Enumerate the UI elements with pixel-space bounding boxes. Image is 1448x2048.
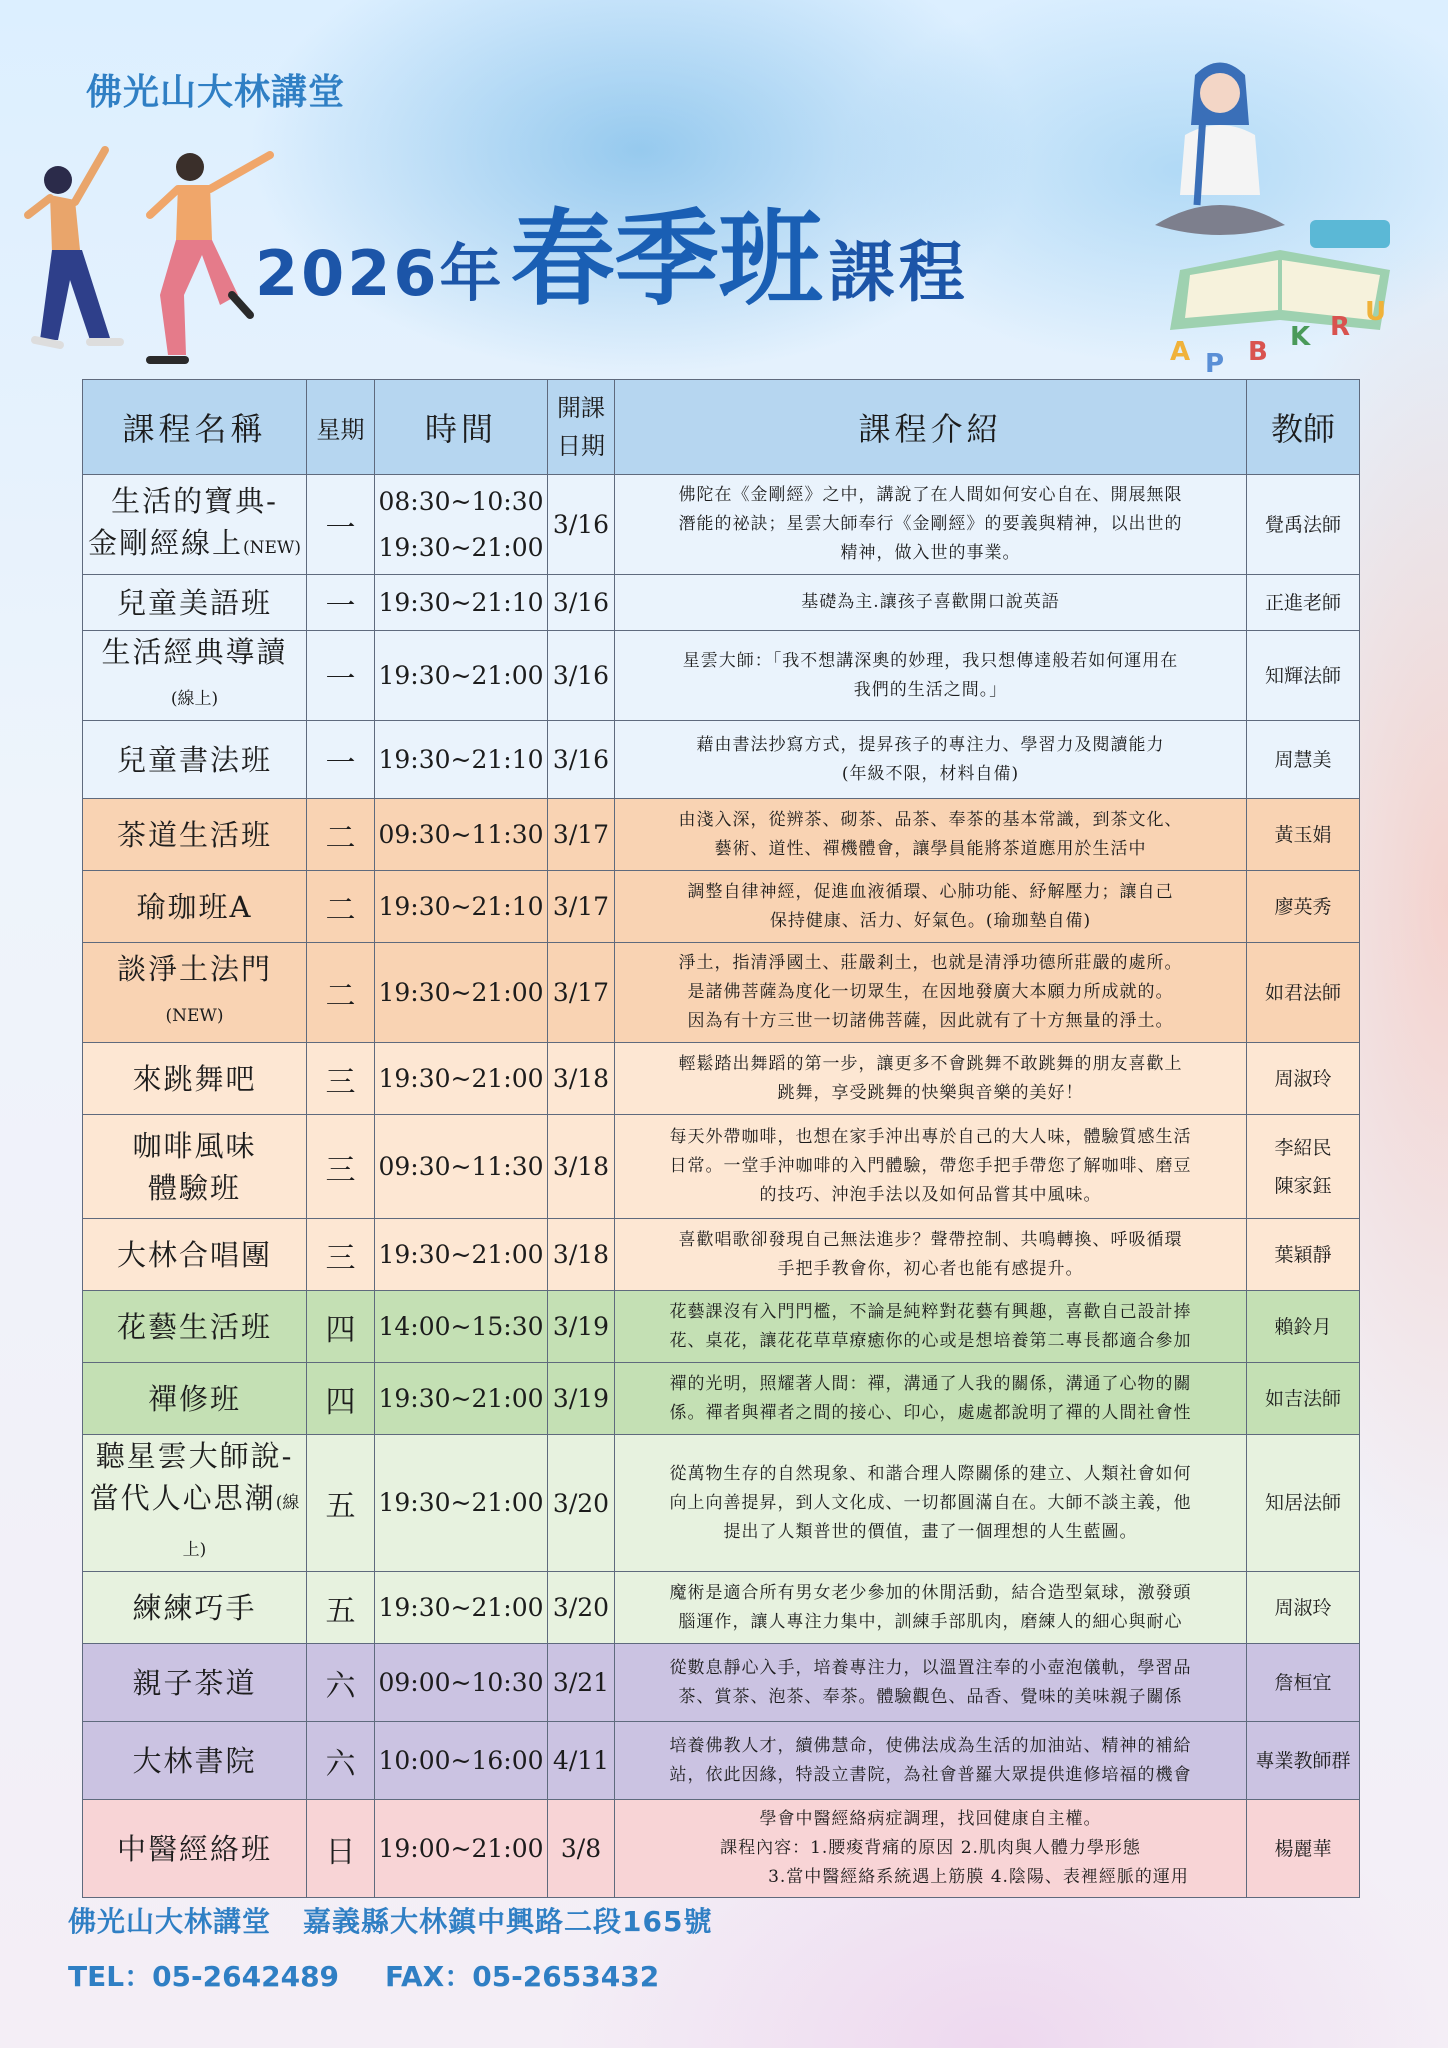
svg-text:K: K bbox=[1290, 322, 1311, 352]
text-line: 一 bbox=[325, 661, 356, 697]
course-name bbox=[83, 631, 307, 721]
weekday bbox=[307, 1115, 375, 1219]
weekday bbox=[307, 943, 375, 1043]
text-line: 黃玉娟 bbox=[1274, 823, 1332, 846]
start-date bbox=[548, 1363, 615, 1435]
table-row bbox=[83, 1291, 1360, 1363]
course-name bbox=[83, 1435, 307, 1572]
course-name bbox=[83, 1722, 307, 1800]
text-line: 花藝生活班 bbox=[116, 1309, 272, 1344]
text-line: (線上) bbox=[170, 689, 219, 709]
text-line: 大林合唱團 bbox=[116, 1237, 272, 1272]
header-description: 課程介紹 bbox=[615, 380, 1247, 475]
text-line: (年級不限，材料自備) bbox=[841, 763, 1020, 784]
start-date bbox=[548, 1115, 615, 1219]
header-time: 時間 bbox=[375, 380, 548, 475]
course-name bbox=[83, 1291, 307, 1363]
teacher-name bbox=[1247, 1115, 1360, 1219]
weekday bbox=[307, 721, 375, 799]
text-line: 學會中醫經絡病症調理，找回健康自主權。 bbox=[759, 1809, 1102, 1829]
text-line: 我們的生活之間。」 bbox=[853, 679, 1008, 700]
text-line: 日 bbox=[325, 1834, 356, 1870]
text-line: 19:30~21:00 bbox=[378, 977, 544, 1007]
course-name bbox=[83, 1219, 307, 1291]
time-range bbox=[375, 1800, 548, 1898]
time-range bbox=[375, 631, 548, 721]
course-description bbox=[615, 799, 1247, 871]
text-line: 腦運作，讓人專注力集中，訓練手部肌肉，磨練人的細心與耐心 bbox=[678, 1611, 1183, 1632]
text-line: 生活的寶典- bbox=[111, 484, 278, 518]
text-line: 日常。一堂手沖咖啡的入門體驗，帶您手把手帶您了解咖啡、磨豆 bbox=[669, 1156, 1192, 1176]
text-line: 19:30~21:00 bbox=[378, 1488, 544, 1517]
table-row bbox=[83, 1435, 1360, 1572]
course-description bbox=[615, 1800, 1247, 1898]
start-date bbox=[548, 721, 615, 799]
text-line: 來跳舞吧 bbox=[132, 1061, 257, 1096]
text-line: 10:00~16:00 bbox=[378, 1745, 544, 1775]
teacher-name bbox=[1247, 1219, 1360, 1291]
course-description bbox=[615, 1115, 1247, 1219]
table-row bbox=[83, 1115, 1360, 1219]
text-line: 19:30~21:00 bbox=[378, 1239, 544, 1269]
text-line: 09:30~11:30 bbox=[378, 1151, 544, 1181]
text-line: 潛能的祕訣；星雲大師奉行《金剛經》的要義與精神，以出世的 bbox=[678, 514, 1183, 534]
text-line: (NEW) bbox=[165, 1006, 224, 1026]
text-line: 09:00~10:30 bbox=[378, 1667, 544, 1697]
text-line: 詹桓宜 bbox=[1274, 1671, 1332, 1694]
text-line: 培養佛教人才，續佛慧命，使佛法成為生活的加油站、精神的補給 bbox=[669, 1735, 1192, 1756]
title-course: 課程 bbox=[828, 234, 969, 311]
weekday bbox=[307, 1644, 375, 1722]
text-line: 大林書院 bbox=[132, 1743, 257, 1778]
course-name bbox=[83, 1363, 307, 1435]
course-name bbox=[83, 871, 307, 943]
teacher-name bbox=[1247, 1291, 1360, 1363]
teacher-name bbox=[1247, 1644, 1360, 1722]
weekday bbox=[307, 799, 375, 871]
text-line: 陳家鈺 bbox=[1274, 1174, 1332, 1197]
text-line: 19:30~21:10 bbox=[378, 744, 544, 774]
time-range bbox=[375, 1363, 548, 1435]
dancer-illustration bbox=[20, 140, 150, 360]
course-name bbox=[83, 575, 307, 631]
start-date bbox=[548, 871, 615, 943]
teacher-name bbox=[1247, 575, 1360, 631]
course-description bbox=[615, 943, 1247, 1043]
text-line: 生活經典導讀 bbox=[101, 635, 288, 669]
text-line: 19:30~21:00 bbox=[378, 1063, 544, 1093]
text-line: (線上) bbox=[182, 1493, 300, 1560]
svg-text:R: R bbox=[1330, 312, 1351, 342]
text-line: 楊麗華 bbox=[1274, 1837, 1332, 1860]
text-line: 3/16 bbox=[552, 510, 610, 539]
text-line: 3/20 bbox=[552, 1488, 610, 1518]
start-date bbox=[548, 1572, 615, 1644]
text-line: 六 bbox=[325, 1746, 356, 1782]
text-line: 的技巧、沖泡手法以及如何品嘗其中風味。 bbox=[759, 1185, 1102, 1205]
text-line: 19:30~21:00 bbox=[378, 1383, 544, 1413]
start-date bbox=[548, 631, 615, 721]
text-line: 覺禹法師 bbox=[1264, 513, 1341, 536]
text-line: 葉穎靜 bbox=[1274, 1243, 1332, 1266]
weekday bbox=[307, 1291, 375, 1363]
text-line: 親子茶道 bbox=[132, 1665, 257, 1700]
weekday bbox=[307, 475, 375, 575]
text-line: 從萬物生存的自然現象、和諧合理人際關係的建立、人類社會如何 bbox=[669, 1463, 1192, 1484]
text-line: 19:30~21:10 bbox=[378, 587, 544, 617]
teacher-name bbox=[1247, 631, 1360, 721]
course-name bbox=[83, 1043, 307, 1115]
table-row bbox=[83, 871, 1360, 943]
text-line: 談淨土法門 bbox=[116, 952, 272, 986]
text-line: 如吉法師 bbox=[1264, 1387, 1341, 1410]
start-date bbox=[548, 1800, 615, 1898]
text-line: 茶、賞茶、泡茶、奉茶。體驗觀色、品香、覺味的美味親子關係 bbox=[678, 1686, 1183, 1707]
text-line: 3/21 bbox=[552, 1668, 610, 1697]
time-range bbox=[375, 1572, 548, 1644]
header-start-date: 開課 日期 bbox=[548, 380, 615, 475]
text-line: 保持健康、活力、好氣色。(瑜珈墊自備) bbox=[769, 910, 1092, 931]
course-description bbox=[615, 1291, 1247, 1363]
text-line: 3/19 bbox=[552, 1312, 610, 1341]
text-line: 周慧美 bbox=[1274, 748, 1332, 771]
footer-address: 嘉義縣大林鎮中興路二段165號 bbox=[303, 1905, 713, 1938]
table-row bbox=[83, 475, 1360, 575]
start-date bbox=[548, 1644, 615, 1722]
start-date bbox=[548, 943, 615, 1043]
text-line: 由淺入深，從辨茶、砌茶、品茶、奉茶的基本常識，到茶文化、 bbox=[678, 809, 1183, 830]
teacher-name bbox=[1247, 1572, 1360, 1644]
svg-text:B: B bbox=[1248, 337, 1268, 367]
text-line: 金剛經線上 bbox=[87, 526, 243, 560]
course-name bbox=[83, 1115, 307, 1219]
start-date bbox=[548, 1291, 615, 1363]
teacher-name bbox=[1247, 1800, 1360, 1898]
text-line: 花、桌花，讓花花草草療癒你的心或是想培養第二專長都適合參加 bbox=[669, 1330, 1192, 1351]
course-name bbox=[83, 799, 307, 871]
text-line: 向上向善提昇，到人文化成、一切都圓滿自在。大師不談主義，他 bbox=[669, 1492, 1192, 1513]
start-date bbox=[548, 1722, 615, 1800]
teacher-name bbox=[1247, 943, 1360, 1043]
text-line: 周淑玲 bbox=[1274, 1596, 1332, 1619]
course-description bbox=[615, 475, 1247, 575]
text-line: 19:00~21:00 bbox=[378, 1833, 544, 1863]
text-line: 禪修班 bbox=[147, 1381, 241, 1416]
weekday bbox=[307, 1043, 375, 1115]
text-line: 3/18 bbox=[552, 1064, 610, 1093]
text-line: 一 bbox=[325, 745, 356, 781]
text-line: 李紹民 bbox=[1274, 1136, 1332, 1159]
course-name bbox=[83, 1644, 307, 1722]
text-line: 4/11 bbox=[552, 1746, 610, 1775]
text-line: 藝術、道性、禪機體會，讓學員能將茶道應用於生活中 bbox=[714, 838, 1147, 859]
svg-text:P: P bbox=[1205, 349, 1225, 379]
table-row bbox=[83, 721, 1360, 799]
course-name bbox=[83, 721, 307, 799]
svg-text:U: U bbox=[1365, 297, 1387, 327]
text-line: 09:30~11:30 bbox=[378, 819, 544, 849]
text-line: 三 bbox=[325, 1152, 356, 1188]
text-line: 四 bbox=[325, 1384, 356, 1420]
table-row bbox=[83, 943, 1360, 1043]
weekday bbox=[307, 1363, 375, 1435]
text-line: 藉由書法抄寫方式，提昇孩子的專注力、學習力及閱讀能力 bbox=[696, 734, 1165, 755]
text-line: 五 bbox=[325, 1593, 356, 1629]
text-line: 一 bbox=[325, 588, 356, 624]
teacher-name bbox=[1247, 1043, 1360, 1115]
text-line: 淨土，指清淨國土、莊嚴剎土，也就是清淨功德所莊嚴的處所。 bbox=[678, 953, 1183, 973]
course-description bbox=[615, 721, 1247, 799]
teacher-name bbox=[1247, 721, 1360, 799]
teacher-name bbox=[1247, 799, 1360, 871]
text-line: 兒童美語班 bbox=[116, 585, 272, 620]
teacher-name bbox=[1247, 475, 1360, 575]
table-row bbox=[83, 1722, 1360, 1800]
course-description bbox=[615, 1043, 1247, 1115]
text-line: 當代人心思潮 bbox=[89, 1481, 276, 1515]
text-line: 賴鈴月 bbox=[1274, 1315, 1332, 1338]
start-date bbox=[548, 575, 615, 631]
start-date bbox=[548, 1043, 615, 1115]
text-line: 19:30~21:00 bbox=[378, 1592, 544, 1622]
text-line: 一 bbox=[325, 510, 356, 546]
time-range bbox=[375, 1435, 548, 1572]
text-line: 3/20 bbox=[552, 1593, 610, 1622]
course-description bbox=[615, 1435, 1247, 1572]
time-range bbox=[375, 575, 548, 631]
text-line: 3/18 bbox=[552, 1152, 610, 1181]
weekday bbox=[307, 1219, 375, 1291]
text-line: 提出了人類普世的價值，畫了一個理想的人生藍圖。 bbox=[723, 1521, 1138, 1542]
table-row bbox=[83, 1219, 1360, 1291]
course-description bbox=[615, 631, 1247, 721]
weekday bbox=[307, 1572, 375, 1644]
table-row bbox=[83, 1644, 1360, 1722]
course-description bbox=[615, 1572, 1247, 1644]
text-line: 手把手教會你，初心者也能有感提升。 bbox=[777, 1258, 1084, 1279]
text-line: 3/8 bbox=[560, 1834, 602, 1863]
text-line: 是諸佛菩薩為度化一切眾生，在因地發廣大本願力所成就的。 bbox=[687, 982, 1174, 1002]
teacher-name bbox=[1247, 1363, 1360, 1435]
text-line: 因為有十方三世一切諸佛菩薩，因此就有了十方無量的淨土。 bbox=[687, 1011, 1174, 1031]
weekday bbox=[307, 871, 375, 943]
table-row bbox=[83, 1800, 1360, 1898]
text-line: 3/18 bbox=[552, 1240, 610, 1269]
text-line: 19:30~21:10 bbox=[378, 891, 544, 921]
text-line: 三 bbox=[325, 1064, 356, 1100]
text-line: 知輝法師 bbox=[1264, 664, 1341, 687]
time-range bbox=[375, 871, 548, 943]
text-line: 14:00~15:30 bbox=[378, 1311, 544, 1341]
table-row bbox=[83, 1572, 1360, 1644]
text-line: 禪的光明，照耀著人間：禪，溝通了人我的關係，溝通了心物的關 bbox=[669, 1373, 1192, 1394]
text-line: 從數息靜心入手，培養專注力，以溫置注奉的小壺泡儀軌，學習品 bbox=[669, 1657, 1192, 1678]
header-weekday: 星期 bbox=[307, 380, 375, 475]
table-row bbox=[83, 631, 1360, 721]
course-name bbox=[83, 943, 307, 1043]
text-line: 花藝課沒有入門門檻，不論是純粹對花藝有興趣，喜歡自己設計捧 bbox=[669, 1301, 1192, 1322]
teacher-name bbox=[1247, 1435, 1360, 1572]
course-description bbox=[615, 1644, 1247, 1722]
text-line: 精神，做入世的事業。 bbox=[840, 543, 1021, 563]
text-line: 19:30~21:00 bbox=[378, 660, 544, 690]
text-line: 如君法師 bbox=[1264, 981, 1341, 1004]
table-row bbox=[83, 575, 1360, 631]
start-date bbox=[548, 1435, 615, 1572]
time-range bbox=[375, 1644, 548, 1722]
course-description bbox=[615, 1363, 1247, 1435]
start-date bbox=[548, 475, 615, 575]
text-line: 3/16 bbox=[552, 661, 610, 690]
text-line: 喜歡唱歌卻發現自己無法進步？聲帶控制、共鳴轉換、呼吸循環 bbox=[678, 1229, 1183, 1250]
time-range bbox=[375, 721, 548, 799]
text-line: 課程內容：1.腰痠背痛的原因 2.肌肉與人體力學形態 bbox=[720, 1838, 1141, 1858]
time-range bbox=[375, 943, 548, 1043]
weekday bbox=[307, 1800, 375, 1898]
text-line: 二 bbox=[325, 892, 356, 928]
weekday bbox=[307, 575, 375, 631]
text-line: 3/17 bbox=[552, 892, 610, 921]
text-line: 跳舞，享受跳舞的快樂與音樂的美好！ bbox=[777, 1082, 1084, 1103]
text-line: 練練巧手 bbox=[132, 1590, 257, 1625]
text-line: 3/17 bbox=[552, 820, 610, 849]
text-line: 輕鬆踏出舞蹈的第一步，讓更多不會跳舞不敢跳舞的朋友喜歡上 bbox=[678, 1053, 1183, 1074]
text-line: 二 bbox=[325, 978, 356, 1014]
header-course-name: 課程名稱 bbox=[83, 380, 307, 475]
title-year: 2026年 bbox=[255, 237, 505, 310]
footer-contact-line bbox=[68, 1955, 659, 1995]
header-teacher: 教師 bbox=[1247, 380, 1360, 475]
text-line: 3/16 bbox=[552, 745, 610, 774]
text-line: 3/17 bbox=[552, 978, 610, 1007]
course-description bbox=[615, 1722, 1247, 1800]
course-name bbox=[83, 475, 307, 575]
text-line: 知居法師 bbox=[1264, 1492, 1341, 1514]
text-line: 專業教師群 bbox=[1255, 1749, 1351, 1772]
text-line: 08:30~10:30 bbox=[378, 486, 544, 516]
text-line: 六 bbox=[325, 1668, 356, 1704]
text-line: (NEW) bbox=[242, 538, 302, 558]
course-description bbox=[615, 1219, 1247, 1291]
weekday bbox=[307, 1722, 375, 1800]
time-range bbox=[375, 1219, 548, 1291]
text-line: 廖英秀 bbox=[1274, 895, 1332, 918]
book-illustration bbox=[1160, 210, 1400, 380]
footer-tel: TEL：05-2642489 bbox=[68, 1960, 340, 1993]
table-row bbox=[83, 1363, 1360, 1435]
org-title: 佛光山大林講堂 bbox=[86, 72, 346, 113]
main-title bbox=[255, 175, 1155, 320]
weekday bbox=[307, 1435, 375, 1572]
teacher-name bbox=[1247, 1722, 1360, 1800]
text-line: 兒童書法班 bbox=[116, 742, 272, 777]
footer-address-line bbox=[68, 1900, 712, 1940]
text-line: 佛陀在《金剛經》之中，講說了在人間如何安心自在、開展無限 bbox=[678, 485, 1183, 505]
text-line: 咖啡風味 bbox=[132, 1128, 257, 1163]
footer-fax: FAX：05-2653432 bbox=[385, 1960, 660, 1993]
svg-text:A: A bbox=[1170, 337, 1191, 367]
weekday bbox=[307, 631, 375, 721]
text-line: 三 bbox=[325, 1240, 356, 1276]
text-line: 調整自律神經，促進血液循環、心肺功能、紓解壓力；讓自己 bbox=[687, 881, 1174, 902]
time-range bbox=[375, 1722, 548, 1800]
course-description bbox=[615, 871, 1247, 943]
course-name bbox=[83, 1572, 307, 1644]
text-line: 體驗班 bbox=[147, 1170, 241, 1205]
text-line: 周淑玲 bbox=[1274, 1067, 1332, 1090]
time-range bbox=[375, 1291, 548, 1363]
text-line: 19:30~21:00 bbox=[378, 532, 544, 562]
text-line: 星雲大師：「我不想講深奧的妙理，我只想傳達般若如何運用在 bbox=[682, 650, 1179, 671]
course-description bbox=[615, 575, 1247, 631]
text-line: 3/19 bbox=[552, 1384, 610, 1413]
text-line: 站，依此因緣，特設立書院，為社會普羅大眾提供進修培福的機會 bbox=[669, 1764, 1192, 1785]
time-range bbox=[375, 799, 548, 871]
text-line: 四 bbox=[325, 1312, 356, 1348]
table-row bbox=[83, 799, 1360, 871]
title-season: 春季班 bbox=[510, 198, 823, 320]
footer-org-name: 佛光山大林講堂 bbox=[68, 1905, 272, 1938]
text-line: 正進老師 bbox=[1264, 591, 1341, 614]
course-name bbox=[83, 1800, 307, 1898]
text-line: 3/16 bbox=[552, 588, 610, 617]
text-line: 3.當中醫經絡系統遇上筋膜 4.陰陽、表裡經脈的運用 bbox=[768, 1867, 1189, 1887]
text-line: 茶道生活班 bbox=[116, 817, 272, 852]
text-line: 係。禪者與禪者之間的接心、印心，處處都說明了禪的人間社會性 bbox=[669, 1402, 1192, 1423]
text-line: 五 bbox=[325, 1489, 356, 1524]
time-range bbox=[375, 475, 548, 575]
text-line: 魔術是適合所有男女老少參加的休閒活動，結合造型氣球，激發頭 bbox=[669, 1582, 1192, 1603]
text-line: 聽星雲大師說- bbox=[95, 1439, 294, 1473]
time-range bbox=[375, 1115, 548, 1219]
teacher-name bbox=[1247, 871, 1360, 943]
table-row bbox=[83, 1043, 1360, 1115]
text-line: 瑜珈班A bbox=[136, 889, 253, 924]
text-line: 二 bbox=[325, 820, 356, 856]
text-line: 中醫經絡班 bbox=[116, 1831, 272, 1866]
text-line: 每天外帶咖啡，也想在家手沖出專於自己的大人味，體驗質感生活 bbox=[669, 1127, 1192, 1147]
time-range bbox=[375, 1043, 548, 1115]
text-line: 基礎為主.讓孩子喜歡開口說英語 bbox=[801, 592, 1060, 612]
start-date bbox=[548, 799, 615, 871]
table-header-row bbox=[83, 380, 1360, 475]
schedule-table bbox=[82, 379, 1360, 1898]
start-date bbox=[548, 1219, 615, 1291]
